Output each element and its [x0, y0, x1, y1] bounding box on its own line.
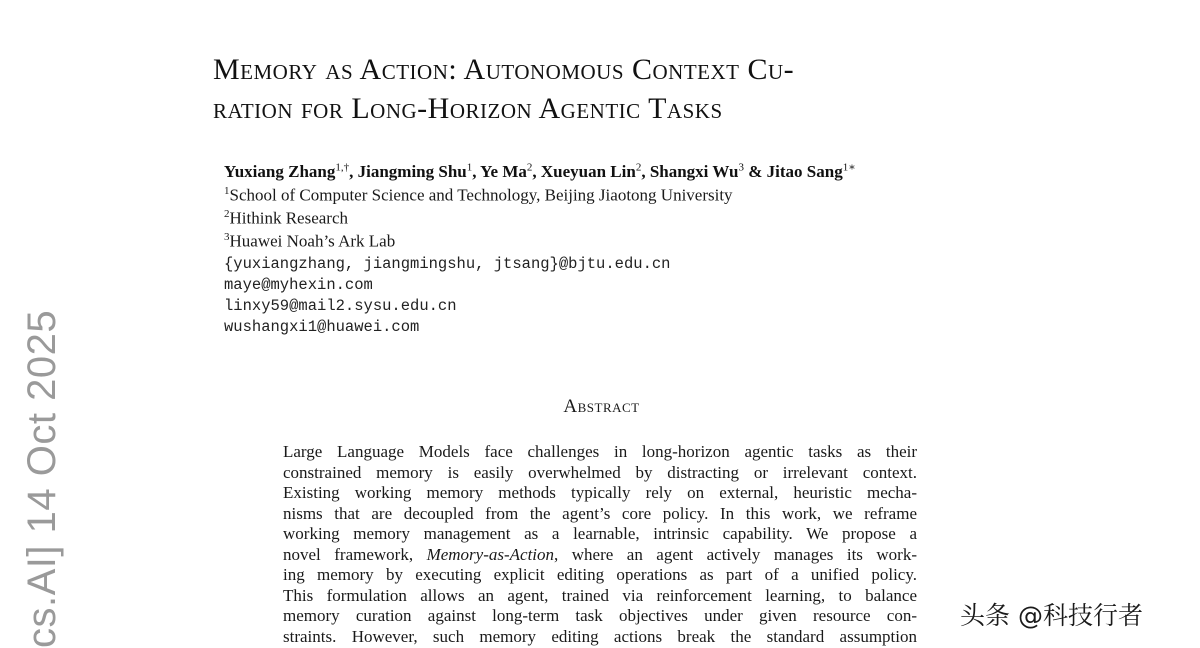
email-line: maye@myhexin.com [224, 276, 373, 294]
abstract-line: straints. However, such memory editing actions break the standard assumption [283, 626, 917, 646]
author: Jiangming Shu$^1$, [357, 161, 481, 181]
abstract-line: ing memory by executing explicit editing operations as part of a unified policy. [283, 565, 917, 584]
abstract-line: Large Language Models face challenges in long-horizon agentic tasks as their [283, 442, 917, 461]
author: Xueyuan Lin$^2$, [540, 161, 650, 181]
author: Yuxiang Zhang$^{1,\dagger}$, [224, 161, 358, 181]
abstract-line: Existing working memory methods typically rely on external, heuristic mecha- [283, 483, 917, 502]
abstract-line: novel framework, Memory-as-Action, where an agent actively manages its work- [283, 544, 917, 564]
affiliation-2: $^2$Hithink Research [224, 208, 348, 228]
author: Ye Ma$^2$, [480, 161, 541, 181]
source-watermark: 头条 @科技行者 [960, 601, 1143, 630]
email-line: wushangxi1@huawei.com [224, 318, 420, 336]
abstract-line: constrained memory is easily overwhelmed by distracting or irrelevant context. [283, 462, 917, 482]
abstract-line: nisms that are decoupled from the agent’s core policy. In this work, we reframe [283, 503, 917, 523]
arxiv-stamp: cs.AI] 14 Oct 2025 [20, 309, 64, 648]
abstract-line: This formulation allows an agent, trained via reinforcement learning, to balance [283, 585, 917, 605]
abstract-body [283, 442, 917, 647]
abstract-line: memory curation against long-term task objectives under given resource con- [283, 606, 917, 625]
author: Shangxi Wu$^3$ & [649, 161, 767, 181]
paper-title [213, 50, 1013, 128]
affiliation-1: $^1$School of Computer Science and Technology, Beijing Jiaotong University [224, 185, 733, 205]
title-line-1: Memory as Action: Autonomous Context Cu- [213, 53, 795, 86]
title-line-2: ration for Long-Horizon Agentic Tasks [213, 92, 723, 125]
author: Jitao Sang$^{1∗}$ [766, 161, 856, 181]
email-line: {yuxiangzhang, jiangmingshu, jtsang}@bjtu.edu.cn [224, 255, 671, 273]
abstract-heading: Abstract [563, 396, 640, 417]
abstract-line: working memory management as a learnable, intrinsic capability. We propose a [283, 524, 917, 543]
affiliation-3: $^3$Huawei Noah’s Ark Lab [224, 231, 396, 251]
email-line: linxy59@mail2.sysu.edu.cn [224, 297, 457, 315]
author-list [224, 160, 856, 182]
